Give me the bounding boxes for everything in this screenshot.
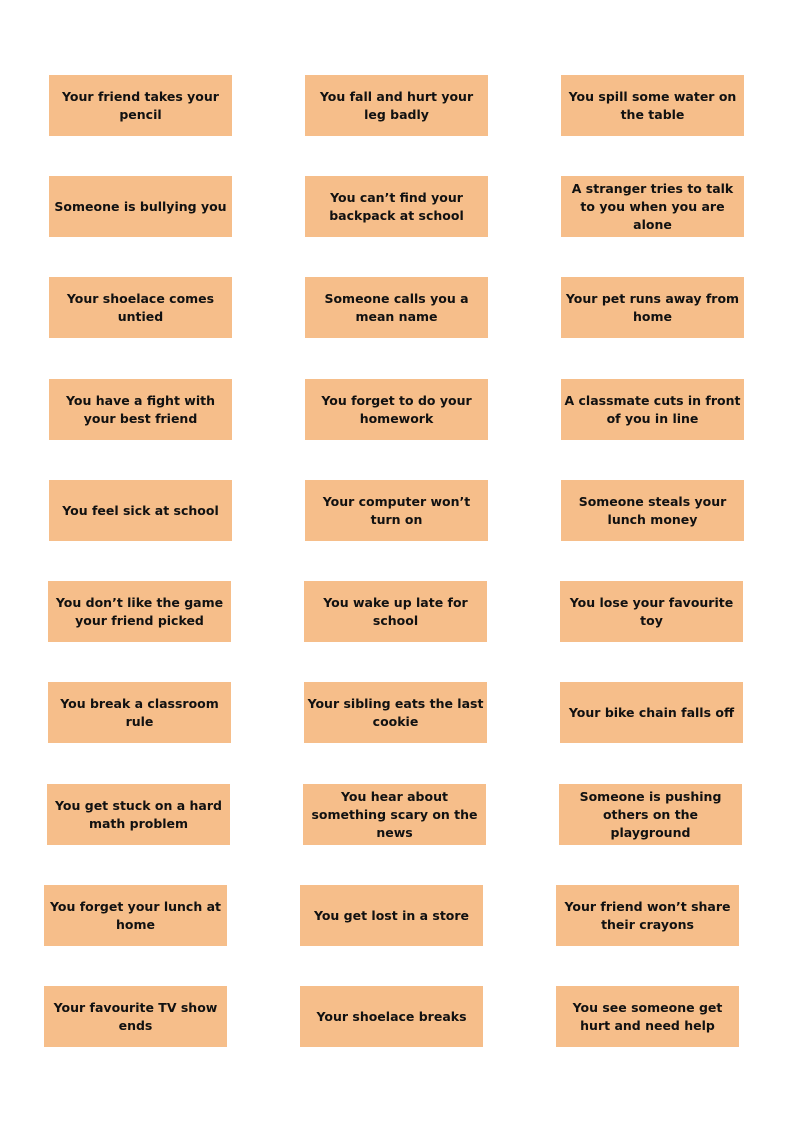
scenario-card: [304, 581, 487, 642]
card-text: Someone calls you a mean name: [324, 290, 469, 324]
card-text: You don’t like the game your friend picked: [55, 594, 224, 628]
scenario-card: [300, 885, 483, 946]
scenario-card: [561, 176, 744, 237]
scenario-card: [560, 682, 743, 743]
card-text: You feel sick at school: [62, 502, 219, 518]
card-text: Your shoelace comes untied: [66, 290, 215, 324]
card-text: You see someone get hurt and need help: [572, 999, 723, 1033]
card-text: Someone is pushing others on the playground: [579, 788, 722, 840]
card-text: Someone is bullying you: [54, 198, 227, 214]
scenario-card: [305, 75, 488, 136]
card-text: Your friend won’t share their crayons: [564, 898, 731, 932]
scenario-card: [305, 379, 488, 440]
scenario-card: [49, 480, 232, 541]
scenario-card: [559, 784, 742, 845]
card-text: Someone steals your lunch money: [578, 493, 727, 527]
card-text: Your pet runs away from home: [565, 290, 740, 324]
scenario-card: [561, 379, 744, 440]
scenario-card: [44, 986, 227, 1047]
card-text: You forget your lunch at home: [50, 898, 221, 932]
scenario-card: [305, 176, 488, 237]
scenario-card: [305, 480, 488, 541]
scenario-card: [48, 581, 231, 642]
scenario-card: [303, 784, 486, 845]
card-text: Your shoelace breaks: [316, 1008, 467, 1024]
card-text: You hear about something scary on the news: [311, 788, 478, 840]
card-text: You can’t find your backpack at school: [329, 189, 464, 223]
scenario-card: [300, 986, 483, 1047]
card-text: A stranger tries to talk to you when you are alone: [571, 180, 734, 232]
scenario-card: [556, 885, 739, 946]
card-text: You have a fight with your best friend: [66, 392, 215, 426]
scenario-card: [561, 480, 744, 541]
scenario-card: [561, 277, 744, 338]
scenario-card: [47, 784, 230, 845]
scenario-card: [560, 581, 743, 642]
scenario-card: [556, 986, 739, 1047]
card-text: You get lost in a store: [313, 907, 470, 923]
card-text: Your computer won’t turn on: [322, 493, 471, 527]
card-text: You wake up late for school: [323, 594, 468, 628]
card-text: Your bike chain falls off: [568, 704, 735, 720]
card-text: You get stuck on a hard math problem: [55, 797, 222, 831]
scenario-card: [304, 682, 487, 743]
scenario-card: [49, 176, 232, 237]
scenario-card: [305, 277, 488, 338]
card-text: You break a classroom rule: [60, 695, 219, 729]
scenario-card: [561, 75, 744, 136]
scenario-card: [48, 682, 231, 743]
card-text: Your favourite TV show ends: [53, 999, 218, 1033]
scenario-card: [49, 75, 232, 136]
scenario-card: [44, 885, 227, 946]
card-text: You forget to do your homework: [321, 392, 472, 426]
card-text: Your friend takes your pencil: [62, 88, 219, 122]
card-text: You spill some water on the table: [568, 88, 737, 122]
card-text: A classmate cuts in front of you in line: [564, 392, 741, 426]
card-text: Your sibling eats the last cookie: [307, 695, 484, 729]
card-text: You lose your favourite toy: [569, 594, 734, 628]
scenario-card: [49, 277, 232, 338]
scenario-card: [49, 379, 232, 440]
card-text: You fall and hurt your leg badly: [319, 88, 474, 122]
